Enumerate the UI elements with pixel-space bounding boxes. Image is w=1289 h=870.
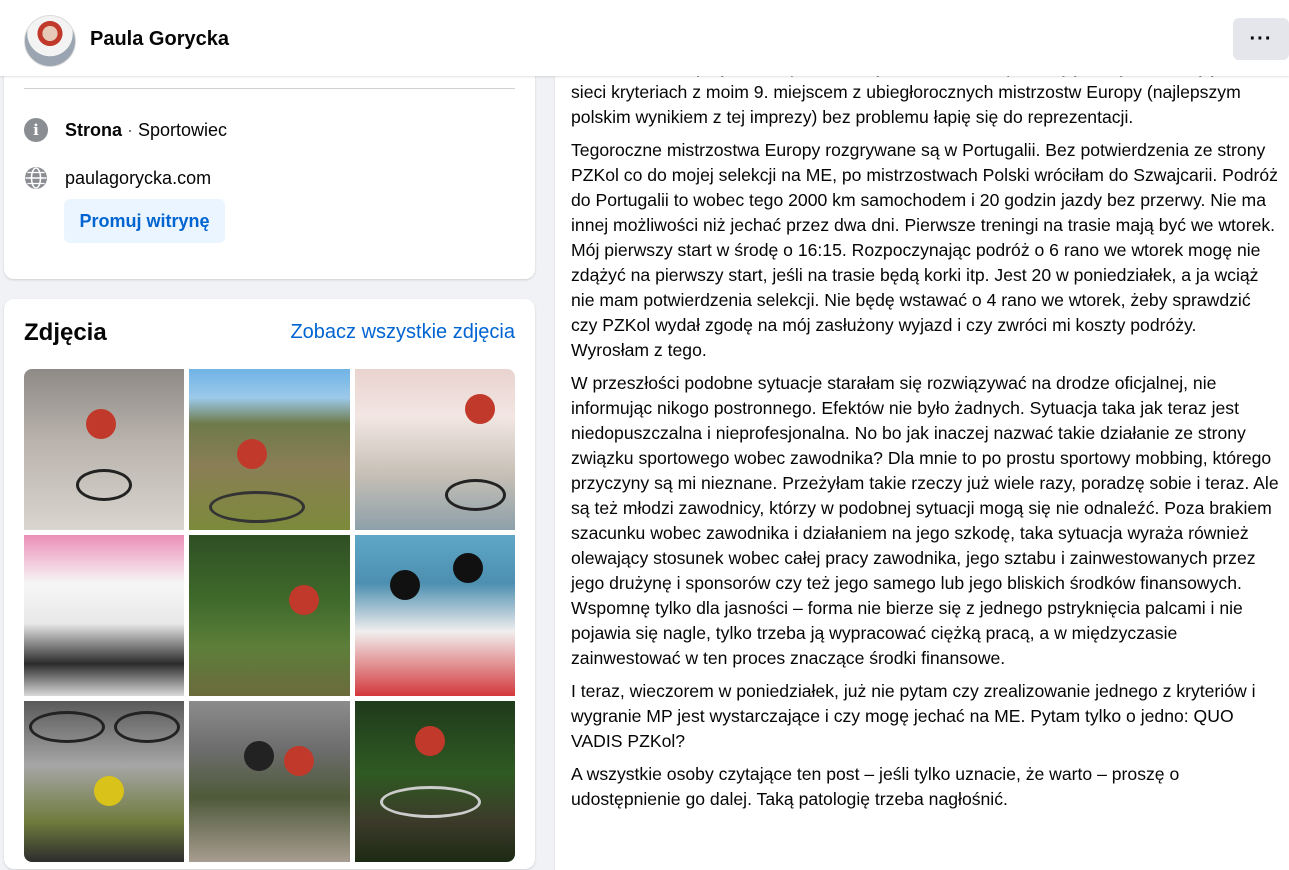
photo-thumbnail[interactable] — [189, 701, 350, 862]
website-row — [24, 166, 211, 190]
photo-thumbnail[interactable] — [355, 369, 515, 530]
photo-thumbnail[interactable] — [355, 701, 515, 862]
photo-thumbnail[interactable] — [189, 369, 350, 530]
more-dots-icon: ··· — [1249, 27, 1273, 50]
page-header — [0, 0, 1289, 76]
post-paragraph: Tegoroczne mistrzostwa Europy rozgrywane są w Portugalii. Bez potwierdzenia ze strony PZKol co do mojej selekcji na ME, po mistrzostwach Polski wróciłam do Szwajcarii. Podróż do Portugalii to wobec tego 2000 km samochodem i 20 godzin jazdy bez przerwy. Nie ma innej możliwości niż jechać przez dwa dni. Pierwsze treningi na trasie mają być we wtorek. Mój pierwszy start w środę o 16:15. Rozpoczynając podróż o 6 rano we wtorek mogę nie zdążyć na pierwszy start, jeśli na trasie będą korki itp. Jest 20 w poniedziałek, a ja wciąż nie mam potwierdzenia selekcji. Nie będę wstawać o 4 rano we wtorek, żeby sprawdzić czy PZKol wydał zgodę na mój zasłużony wyjazd i czy zwróci mi koszty podróży. Wyrosłam z tego. — [571, 140, 1278, 360]
website-link[interactable]: paulagorycka.com — [65, 167, 212, 188]
more-options-button[interactable] — [1233, 18, 1289, 60]
promote-website-button[interactable]: Promuj witrynę — [64, 199, 225, 243]
photo-thumbnail[interactable] — [355, 535, 515, 696]
divider — [24, 88, 515, 89]
see-all-photos-link[interactable]: Zobacz wszystkie zdjęcia — [290, 321, 515, 343]
photos-card — [4, 299, 535, 869]
category-value: Sportowiec — [138, 119, 228, 140]
page-title[interactable]: Paula Gorycka — [90, 28, 229, 50]
category-type: Strona — [65, 119, 123, 140]
avatar[interactable] — [24, 15, 76, 67]
photos-title: Zdjęcia — [24, 319, 107, 346]
photo-thumbnail[interactable] — [189, 535, 350, 696]
category-row — [24, 118, 227, 142]
photo-thumbnail[interactable] — [24, 535, 184, 696]
post-paragraph: W przeszłości podobne sytuacje starałam się rozwiązywać na drodze oficjalnej, nie informując nikogo postronnego. Efektów nie było żadnych. Sytuacja taka jak teraz jest niedopuszczalna i nieprofesjonalna. No bo jak inaczej nazwać takie działanie ze strony związku sportowego wobec zawodnika? Dla mnie to po prostu sportowy mobbing, którego przyczyny są mi nieznane. Przeżyłam takie rzeczy już wiele razy, poradzę sobie i teraz. Ale są też młodzi zawodnicy, którzy w podobnej sytuacji mogą się nie odnaleźć. Poza brakiem szacunku wobec zawodnika i działaniem na jego szkodę, taka sytuacja wyraża również olewający stosunek wobec całej pracy zawodnika, jego sztabu i zainwestowanych przez jego drużynę i sponsorów czy też jego samego lub jego bliskich środków finansowych. Wspomnę tylko dla jasności – forma nie bierze się z jednego pstryknięcia palcami i nie pojawia się nagle, tylko trzeba ją wypracować ciężką pracą, a w międzyczasie zainwestować w ten proces znaczące środki finansowe. — [571, 373, 1279, 668]
post-paragraph: I teraz, wieczorem w poniedziałek, już nie pytam czy zrealizowanie jednego z kryteriów i wygranie MP jest wystarczające i czy mogę jechać na ME. Pytam tylko o jedno: QUO VADIS PZKol? — [571, 681, 1256, 751]
post-paragraph: A wszystkie osoby czytające ten post – jeśli tylko uznacie, że warto – proszę o udostępnienie go dalej. Taką patologię trzeba nagłośnić. — [571, 764, 1180, 809]
photo-thumbnail[interactable] — [24, 369, 184, 530]
post-card — [555, 40, 1289, 870]
info-icon: i — [24, 118, 48, 142]
photo-grid — [24, 369, 515, 862]
category-separator: · — [122, 119, 139, 140]
post-text — [571, 60, 1279, 820]
globe-icon — [24, 166, 48, 190]
photo-thumbnail[interactable] — [24, 701, 184, 862]
post-paragraph: sieci kryteriach z moim 9. miejscem z ubiegłorocznych mistrzostw Europy (najlepszym polskim wynikiem z tej imprezy) bez problemu łapię się do reprezentacji. — [571, 82, 1241, 127]
